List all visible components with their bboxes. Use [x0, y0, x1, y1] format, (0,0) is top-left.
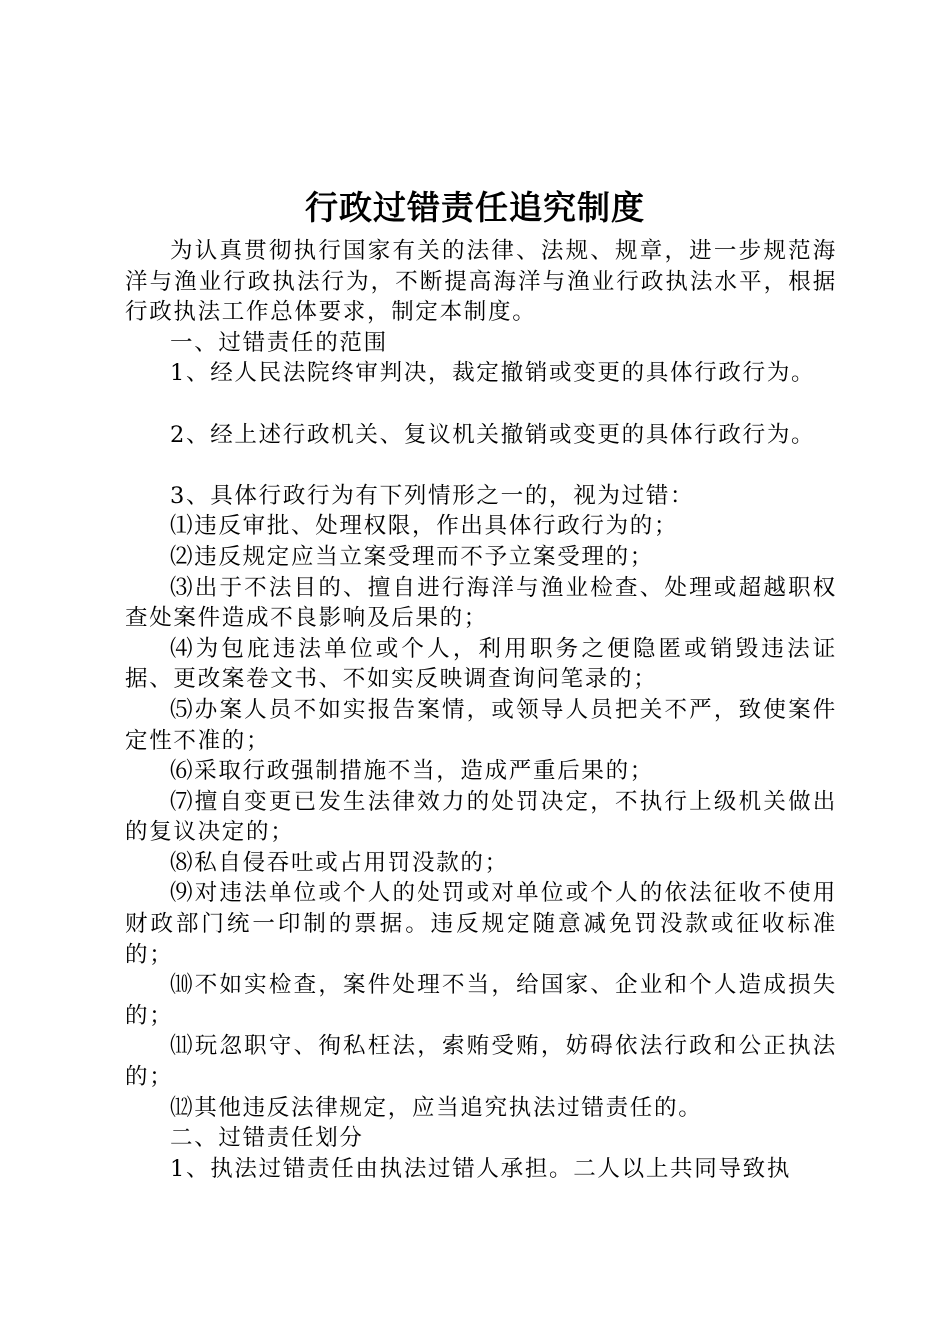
fault-case-4: ⑷为包庇违法单位或个人，利用职务之便隐匿或销毁违法证据、更改案卷文书、不如实反映调查询问笔录的；: [125, 635, 837, 693]
fault-case-6: ⑹采取行政强制措施不当，造成严重后果的；: [170, 758, 655, 785]
scope-item-1: 1、经人民法院终审判决，裁定撤销或变更的具体行政行为。: [170, 360, 816, 387]
fault-case-10: ⑽不如实检查，案件处理不当，给国家、企业和个人造成损失的；: [125, 972, 837, 1029]
fault-case-7: ⑺擅自变更已发生法律效力的处罚决定，不执行上级机关做出的复议决定的；: [125, 788, 837, 846]
fault-case-1: ⑴违反审批、处理权限，作出具体行政行为的；: [170, 513, 679, 540]
scope-item-3: 3、具体行政行为有下列情形之一的，视为过错：: [170, 482, 695, 509]
scope-item-2: 2、经上述行政机关、复议机关撤销或变更的具体行政行为。: [170, 421, 816, 448]
fault-case-8: ⑻私自侵吞吐或占用罚没款的；: [170, 849, 509, 876]
fault-case-2: ⑵违反规定应当立案受理而不予立案受理的；: [170, 543, 655, 570]
section-heading-scope: 一、过错责任的范围: [170, 329, 388, 356]
fault-case-11: ⑾玩忽职守、徇私枉法，索贿受贿，妨碍依法行政和公正执法的；: [125, 1033, 837, 1091]
document-title: 行政过错责任追究制度: [305, 188, 645, 227]
division-item-1: 1、执法过错责任由执法过错人承担。二人以上共同导致执: [170, 1155, 792, 1182]
fault-case-9: ⑼对违法单位或个人的处罚或对单位或个人的依法征收不使用财政部门统一印制的票据。违反规定随意减免罚没款或征收标准的；: [125, 880, 837, 968]
section-heading-division: 二、过错责任划分: [170, 1125, 364, 1152]
fault-case-3: ⑶出于不法目的、擅自进行海洋与渔业检查、处理或超越职权查处案件造成不良影响及后果的；: [125, 574, 837, 632]
document-body: [125, 236, 837, 1184]
fault-case-5: ⑸办案人员不如实报告案情，或领导人员把关不严，致使案件定性不准的；: [125, 696, 837, 754]
intro-paragraph: 为认真贯彻执行国家有关的法律、法规、规章，进一步规范海洋与渔业行政执法行为，不断提高海洋与渔业行政执法水平，根据行政执法工作总体要求，制定本制度。: [125, 238, 837, 326]
fault-case-12: ⑿其他违反法律规定，应当追究执法过错责任的。: [170, 1094, 703, 1121]
